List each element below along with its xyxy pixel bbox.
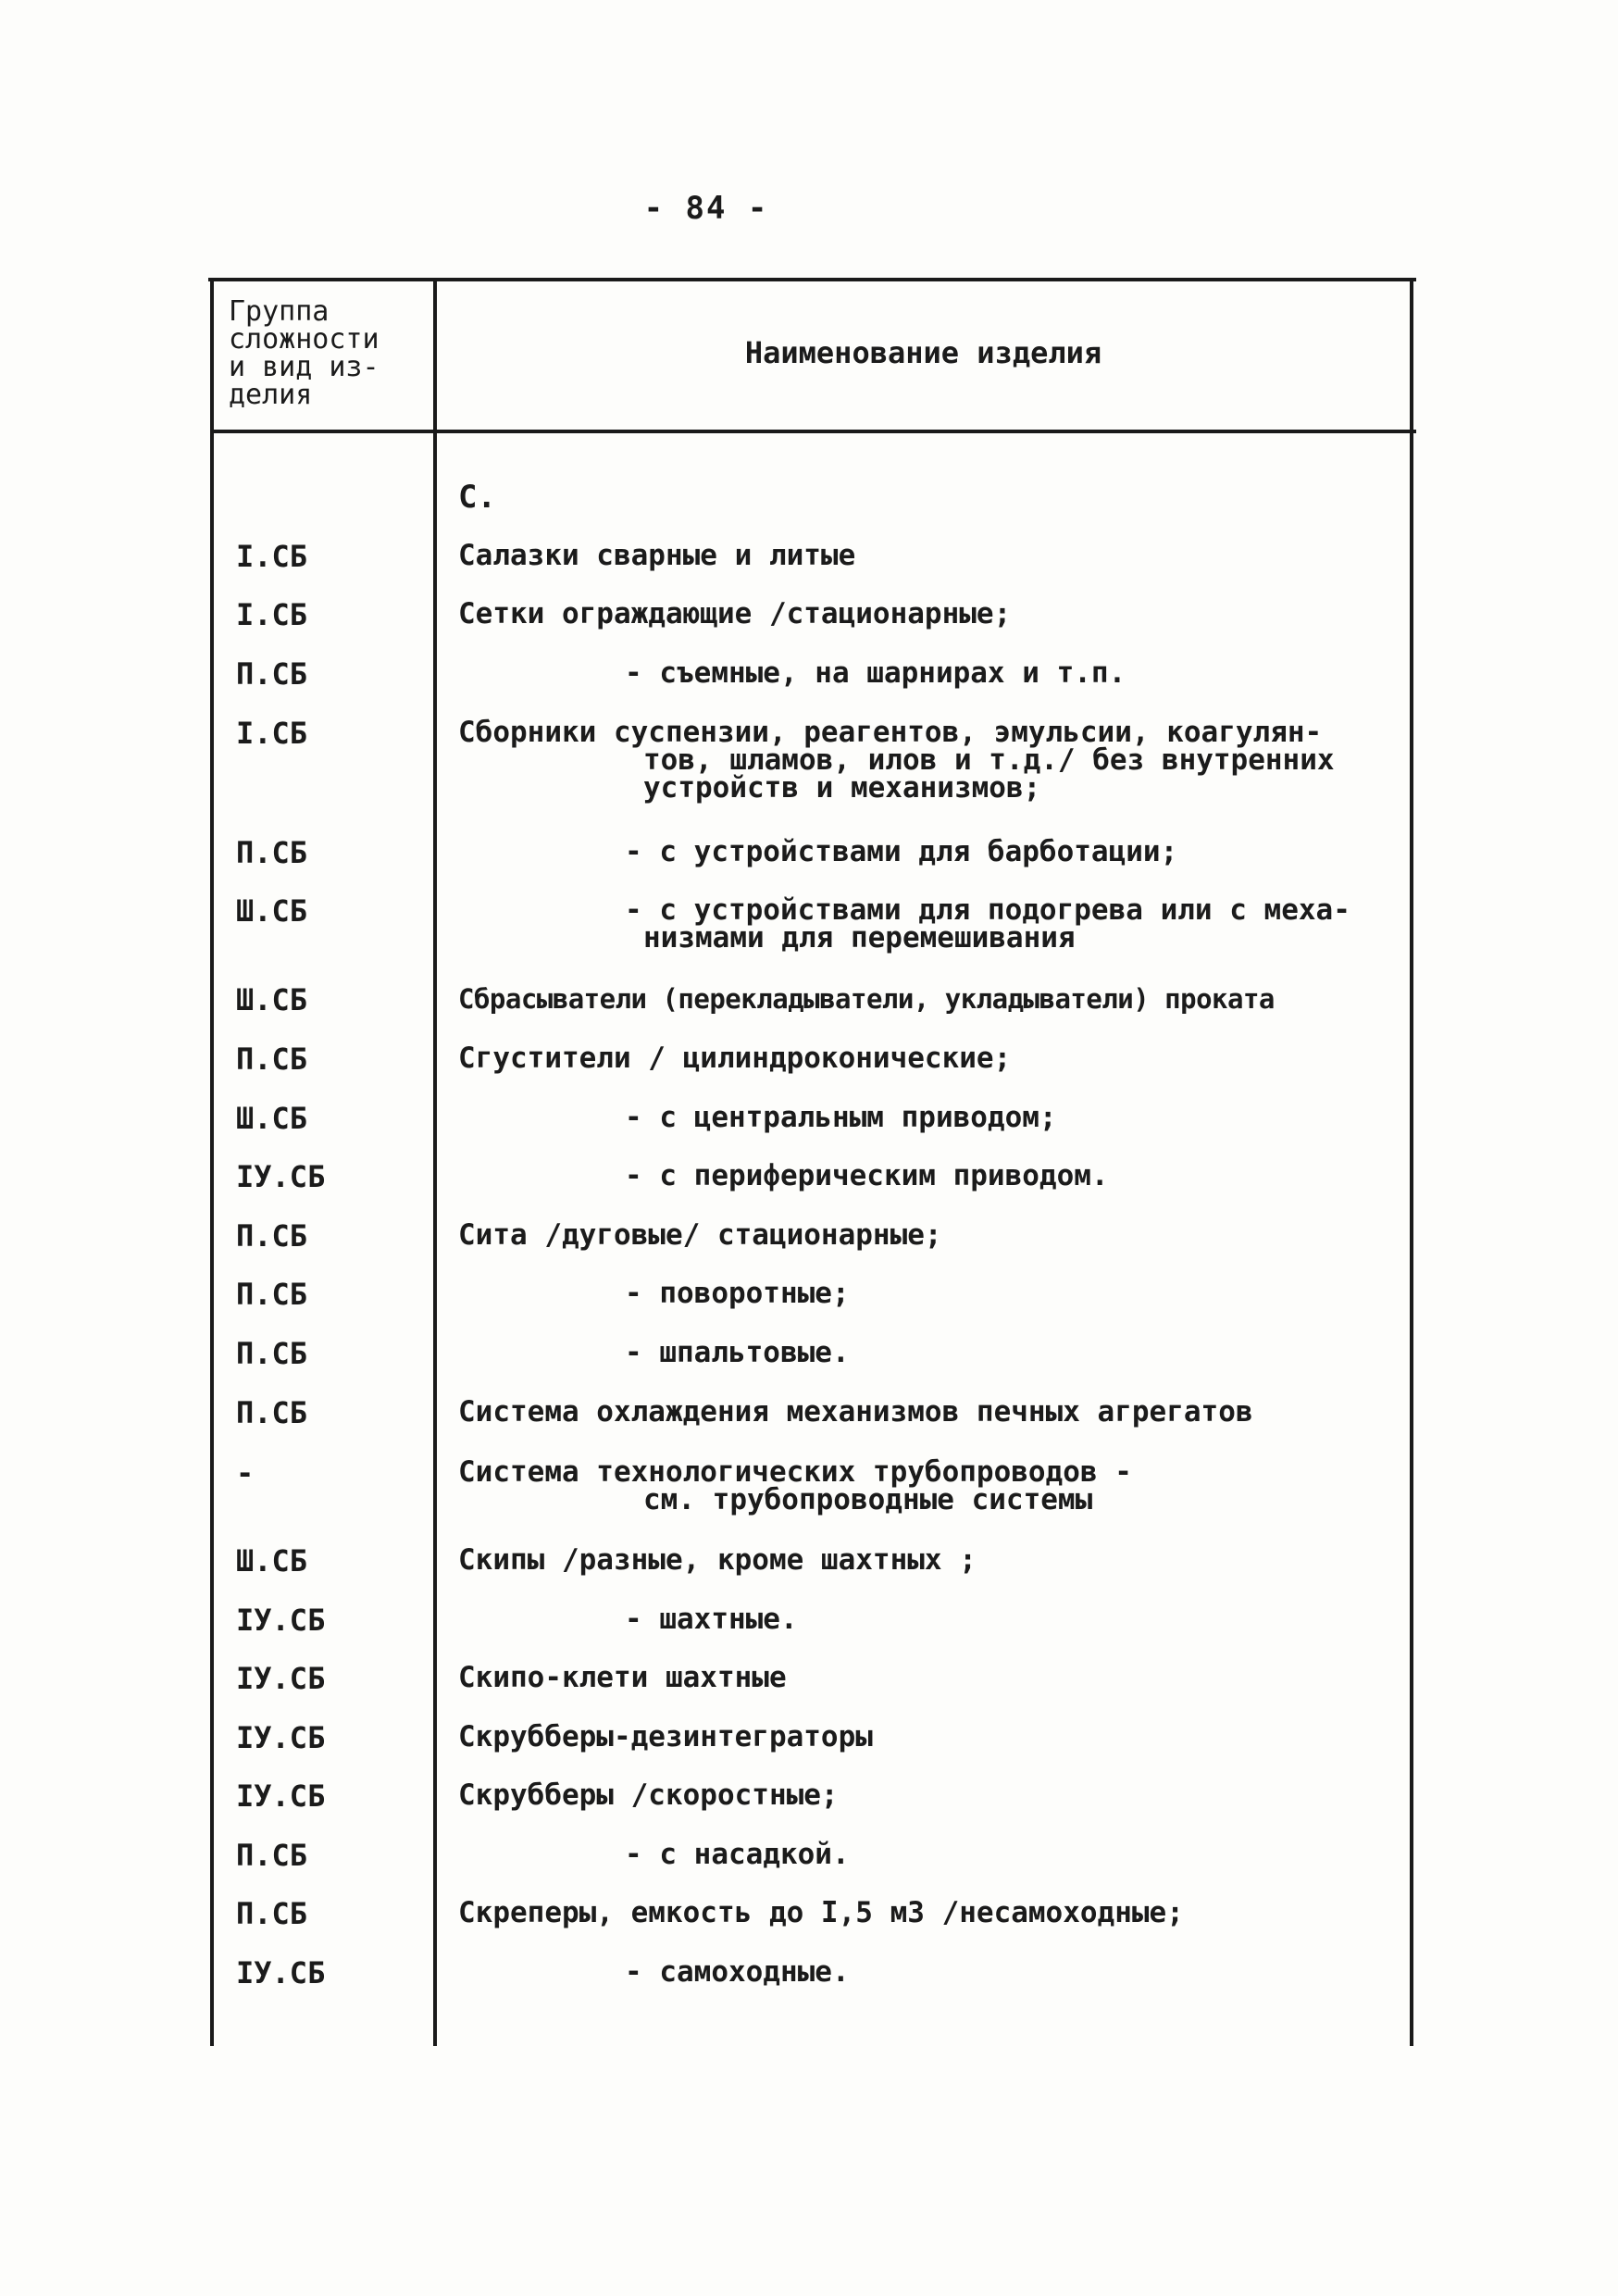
- row-line: см. трубопроводные системы: [643, 1483, 1093, 1516]
- row-name: [458, 539, 1412, 572]
- row-code: П.СБ: [236, 1336, 308, 1371]
- row-line: - с устройствами для подогрева или с меха-: [625, 893, 1350, 927]
- table-left-border: [210, 278, 214, 2046]
- row-code: П.СБ: [236, 1218, 308, 1254]
- row-name: [458, 1336, 1578, 1369]
- product-table: [208, 278, 1412, 2046]
- row-name: [458, 1395, 1412, 1429]
- row-line: Скреперы, емкость до I,5 м3 /несамоходные;: [458, 1896, 1184, 1929]
- row-name: [458, 985, 1412, 1013]
- row-name: [458, 1661, 1412, 1694]
- row-name: [458, 1042, 1412, 1075]
- row-code: Ш.СБ: [236, 1101, 308, 1136]
- row-code: IУ.СБ: [236, 1159, 326, 1194]
- row-line: Скрубберы-дезинтеграторы: [458, 1720, 873, 1753]
- header-line: и вид из-: [229, 351, 380, 383]
- row-code: I.СБ: [236, 716, 308, 751]
- row-name: [458, 1603, 1578, 1636]
- row-code: П.СБ: [236, 1042, 308, 1077]
- row-name: [458, 1277, 1578, 1310]
- row-line: - съемные, на шарнирах и т.п.: [625, 656, 1126, 690]
- row-line: низмами для перемешивания: [643, 921, 1076, 955]
- header-divider: [212, 430, 1416, 433]
- section-letter: С.: [458, 479, 496, 516]
- row-code: П.СБ: [236, 1896, 308, 1931]
- row-line: - шахтные.: [625, 1603, 798, 1636]
- row-line: - поворотные;: [625, 1277, 850, 1310]
- row-name: [458, 1543, 1412, 1577]
- row-code: IУ.СБ: [236, 1955, 326, 1990]
- row-code: П.СБ: [236, 1277, 308, 1312]
- row-code: Ш.СБ: [236, 982, 308, 1017]
- row-line: - шпальтовые.: [625, 1336, 850, 1369]
- row-code: I.СБ: [236, 597, 308, 632]
- row-code: П.СБ: [236, 835, 308, 870]
- row-code: IУ.СБ: [236, 1603, 326, 1638]
- row-line: - с насадкой.: [625, 1838, 850, 1871]
- row-name: [458, 1455, 1412, 1516]
- row-name: [458, 1101, 1578, 1134]
- row-code: -: [236, 1455, 255, 1491]
- row-code: Ш.СБ: [236, 1543, 308, 1578]
- row-line: Салазки сварные и литые: [458, 539, 856, 572]
- row-line: Система технологических трубопроводов -: [458, 1455, 1132, 1489]
- row-line: Сборники суспензии, реагентов, эмульсии, коагулян-: [458, 716, 1323, 749]
- row-line: Сетки ограждающие /стационарные;: [458, 597, 1012, 630]
- header-product-name: Наименование изделия: [744, 335, 1102, 370]
- row-name: [458, 716, 1412, 805]
- row-code: I.СБ: [236, 539, 308, 574]
- row-line: Скипы /разные, кроме шахтных ;: [458, 1543, 977, 1577]
- header-complexity-group: [229, 295, 428, 411]
- row-line: Сита /дуговые/ стационарные;: [458, 1218, 942, 1252]
- row-code: IУ.СБ: [236, 1720, 326, 1755]
- row-line: - с периферическим приводом.: [625, 1159, 1109, 1192]
- row-name: [458, 1778, 1412, 1812]
- row-code: IУ.СБ: [236, 1778, 326, 1814]
- row-name: [458, 1838, 1578, 1871]
- row-name: [458, 1720, 1412, 1753]
- row-line: Система охлаждения механизмов печных агрегатов: [458, 1395, 1253, 1429]
- row-line: Сбрасыватели (перекладыватели, укладыватели) проката: [458, 983, 1275, 1015]
- row-line: - с устройствами для барботации;: [625, 835, 1178, 868]
- row-line: Скипо-клети шахтные: [458, 1661, 787, 1694]
- row-line: Сгустители / цилиндроконические;: [458, 1042, 1012, 1075]
- row-name: [458, 1159, 1578, 1192]
- row-line: - с центральным приводом;: [625, 1101, 1057, 1134]
- row-code: П.СБ: [236, 1838, 308, 1873]
- row-name: [458, 1955, 1578, 1989]
- header-line: сложности: [229, 323, 380, 356]
- row-name: [458, 1896, 1412, 1929]
- row-code: П.СБ: [236, 656, 308, 692]
- column-divider: [433, 278, 437, 2046]
- header-line: делия: [229, 379, 313, 411]
- row-line: - самоходные.: [625, 1955, 850, 1989]
- row-code: IУ.СБ: [236, 1661, 326, 1696]
- row-name: [458, 656, 1578, 690]
- table-top-border: [208, 278, 1416, 281]
- row-line: Скрубберы /скоростные;: [458, 1778, 839, 1812]
- page-number: - 84 -: [643, 190, 769, 227]
- row-name: [458, 1218, 1412, 1252]
- header-line: Группа: [229, 295, 330, 328]
- row-code: П.СБ: [236, 1395, 308, 1430]
- row-code: Ш.СБ: [236, 893, 308, 929]
- row-name: [458, 835, 1578, 868]
- row-line: тов, шламов, илов и т.д./ без внутренних: [643, 743, 1335, 777]
- row-name: [458, 893, 1578, 955]
- row-line: устройств и механизмов;: [643, 771, 1041, 805]
- row-name: [458, 597, 1412, 630]
